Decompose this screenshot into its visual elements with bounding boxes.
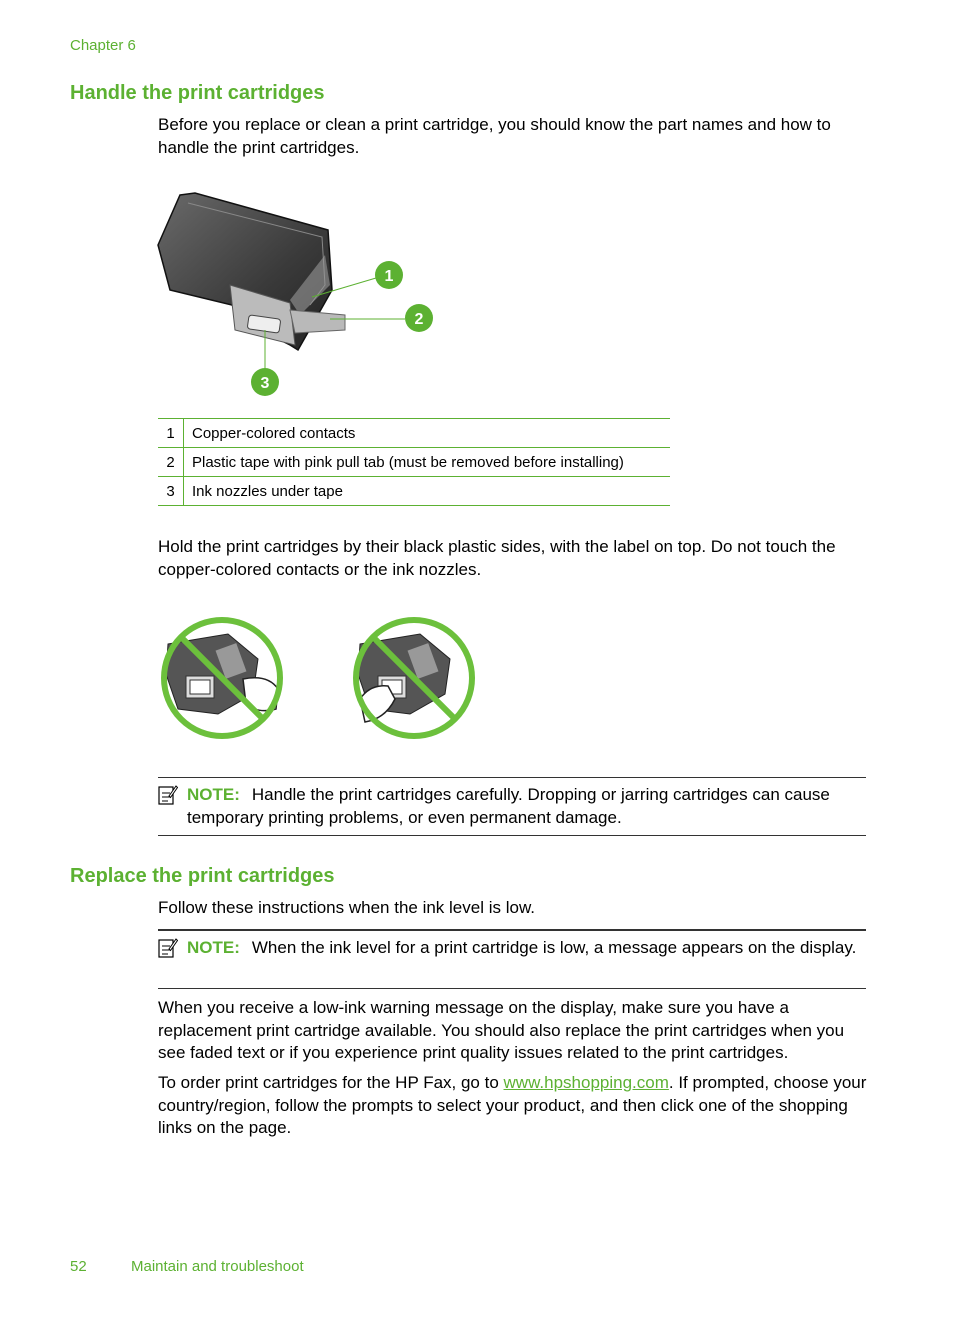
note-bottom-rule xyxy=(158,835,866,836)
callout-1-label: 1 xyxy=(384,268,394,285)
part-description: Copper-colored contacts xyxy=(184,419,671,448)
part-description: Plastic tape with pink pull tab (must be removed before installing) xyxy=(184,448,671,477)
section-title-handle: Handle the print cartridges xyxy=(70,82,325,104)
note-top-rule xyxy=(158,777,866,778)
callout-3-label: 3 xyxy=(260,375,270,392)
cartridge-body xyxy=(158,193,345,350)
page-number: 52 xyxy=(70,1258,87,1275)
replace-intro-text: Follow these instructions when the ink level is low. xyxy=(158,898,536,917)
note-bottom-rule xyxy=(158,988,866,989)
note-label: NOTE: xyxy=(187,938,240,957)
note-handle-carefully xyxy=(158,777,866,837)
callout-2-label: 2 xyxy=(414,311,424,328)
table-row xyxy=(158,477,670,506)
note-text: When the ink level for a print cartridge is low, a message appears on the display. xyxy=(251,938,857,957)
do-not-touch-nozzles-illustration xyxy=(350,614,478,742)
part-description: Ink nozzles under tape xyxy=(184,477,671,506)
callout-1 xyxy=(375,261,403,289)
table-row xyxy=(158,419,670,448)
handle-intro-text: Before you replace or clean a print cartridge, you should know the part names and how to handle the print cartridges. xyxy=(158,115,831,157)
footer-section-title: Maintain and troubleshoot xyxy=(131,1258,304,1275)
part-number: 3 xyxy=(158,477,184,506)
callout-2 xyxy=(405,304,433,332)
low-ink-warning-text: When you receive a low-ink warning message on the display, make sure you have a replacement print cartridge available. You should also replace the print cartridges when you see faded text or if you experience print quality issues related to the print cartridges. xyxy=(158,998,845,1062)
note-body xyxy=(187,937,866,960)
order-cartridges-text xyxy=(158,1072,868,1140)
cartridge-diagram xyxy=(150,185,450,400)
parts-table xyxy=(158,418,670,506)
do-not-touch-contacts-illustration xyxy=(158,614,286,742)
order-text-after: . If prompted, choose your country/region, follow the prompts to select your product, and then click one of the shopping links on the page. xyxy=(158,1073,867,1137)
table-row xyxy=(158,448,670,477)
callout-3 xyxy=(251,368,279,396)
note-text: Handle the print cartridges carefully. Dropping or jarring cartridges can cause temporary printing problems, or even permanent damage. xyxy=(187,785,830,827)
order-text-before: To order print cartridges for the HP Fax, go to xyxy=(158,1073,504,1092)
part-number: 1 xyxy=(158,419,184,448)
note-ink-level-low xyxy=(158,929,866,990)
note-pencil-icon xyxy=(158,784,178,806)
hold-instructions-text: Hold the print cartridges by their black plastic sides, with the label on top. Do not touch the copper-colored contacts or the ink nozzles. xyxy=(158,537,836,579)
part-number: 2 xyxy=(158,448,184,477)
note-top-rule xyxy=(158,929,866,931)
note-body xyxy=(187,784,866,829)
hpshopping-link[interactable]: www.hpshopping.com xyxy=(503,1073,669,1092)
section-title-replace: Replace the print cartridges xyxy=(70,865,335,887)
note-pencil-icon xyxy=(158,937,178,959)
note-label: NOTE: xyxy=(187,785,240,804)
chapter-label: Chapter 6 xyxy=(70,37,136,54)
